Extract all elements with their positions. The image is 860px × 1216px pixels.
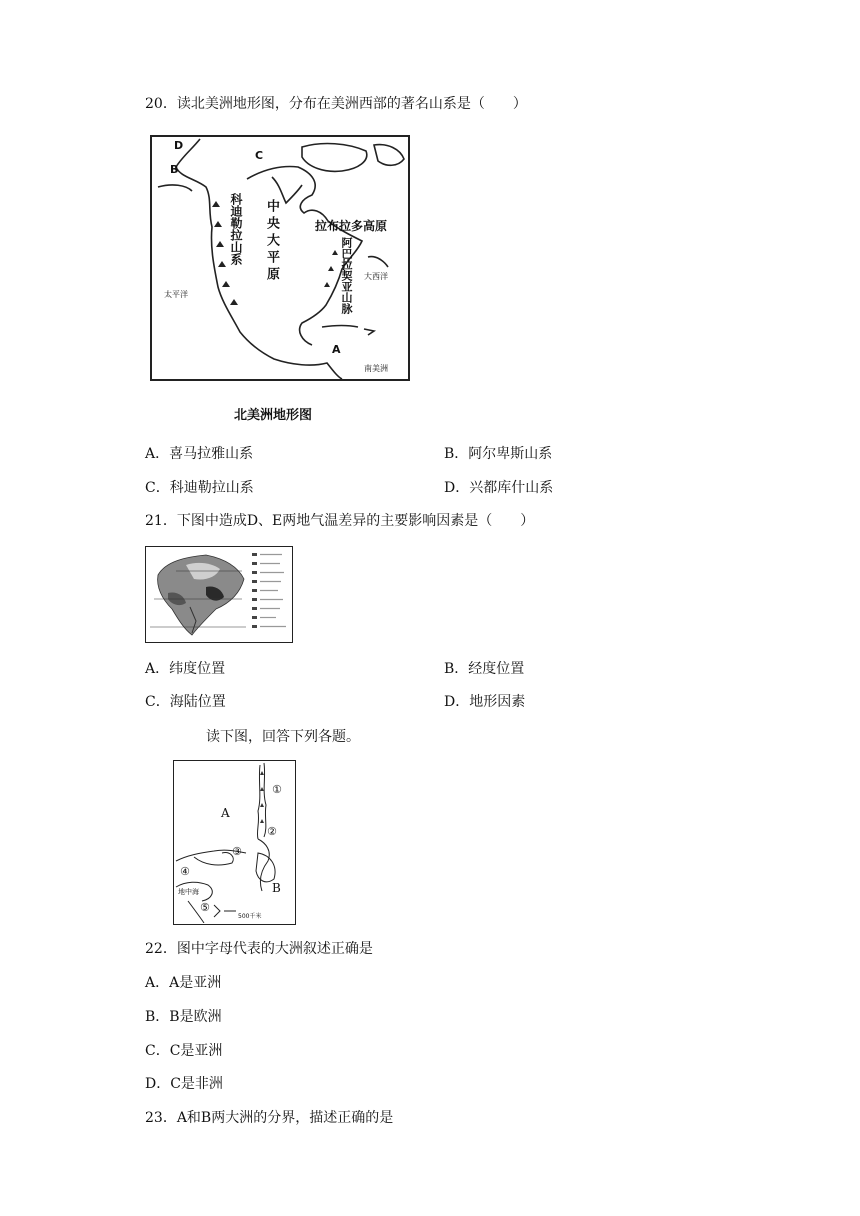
q20-option-a[interactable]: A．喜马拉雅山系	[145, 446, 254, 462]
q20-option-c[interactable]: C．科迪勒拉山系	[145, 480, 254, 496]
q21-option-c[interactable]: C．海陆位置	[145, 694, 226, 710]
q21-option-a[interactable]: A．纬度位置	[145, 661, 226, 677]
map-label-a: A	[332, 343, 341, 356]
boundary-marker-5: ⑤	[200, 901, 210, 914]
reading-intro: 读下图，回答下列各题。	[206, 729, 360, 745]
map-label-c: C	[255, 149, 264, 162]
boundary-map-label-a: A	[221, 806, 230, 820]
map-label-d: D	[174, 139, 184, 152]
climate-map-drawing	[146, 547, 291, 641]
map-label-atlantic: 大西洋	[364, 272, 388, 281]
map-caption: 北美洲地形图	[234, 408, 313, 423]
q22-option-b[interactable]: B．B是欧洲	[145, 1009, 222, 1025]
map-label-south-america: 南美洲	[364, 364, 388, 373]
q21-stem: 21．下图中造成D、E两地气温差异的主要影响因素是（ ）	[145, 513, 535, 529]
boundary-marker-1: ①	[272, 783, 282, 796]
q21-option-d[interactable]: D．地形因素	[444, 694, 526, 710]
map-label-b: B	[170, 163, 179, 176]
boundary-marker-3: ③	[232, 845, 242, 858]
map-label-appalachian: 阿巴拉契亚山脉	[340, 237, 353, 314]
q20-stem: 20．读北美洲地形图，分布在美洲西部的著名山系是（ ）	[145, 96, 527, 112]
q22-option-c[interactable]: C．C是亚洲	[145, 1043, 223, 1059]
q23-stem: 23．A和B两大洲的分界，描述正确的是	[145, 1110, 394, 1126]
boundary-marker-2: ②	[267, 825, 277, 838]
climate-map-thumbnail	[145, 546, 293, 643]
q22-stem: 22．图中字母代表的大洲叙述正确是	[145, 941, 373, 957]
q20-option-d[interactable]: D．兴都库什山系	[444, 480, 554, 496]
north-america-map	[150, 135, 410, 381]
europe-asia-boundary-map	[173, 760, 296, 925]
map-label-pacific: 太平洋	[164, 290, 188, 299]
q20-option-b[interactable]: B．阿尔卑斯山系	[444, 446, 553, 462]
boundary-map-scale: 500千米	[238, 913, 262, 920]
map-label-plain: 中央大平原	[264, 199, 279, 284]
map-label-rockies: 科迪勒拉山系	[229, 193, 243, 265]
boundary-marker-4: ④	[180, 865, 190, 878]
boundary-map-label-mediterranean: 地中海	[178, 888, 199, 896]
q22-option-a[interactable]: A．A是亚洲	[145, 975, 222, 991]
q21-option-b[interactable]: B．经度位置	[444, 661, 525, 677]
boundary-map-label-b: B	[272, 881, 281, 895]
map-label-labrador: 拉布拉多高原	[315, 219, 388, 233]
q22-option-d[interactable]: D．C是非洲	[145, 1076, 223, 1092]
